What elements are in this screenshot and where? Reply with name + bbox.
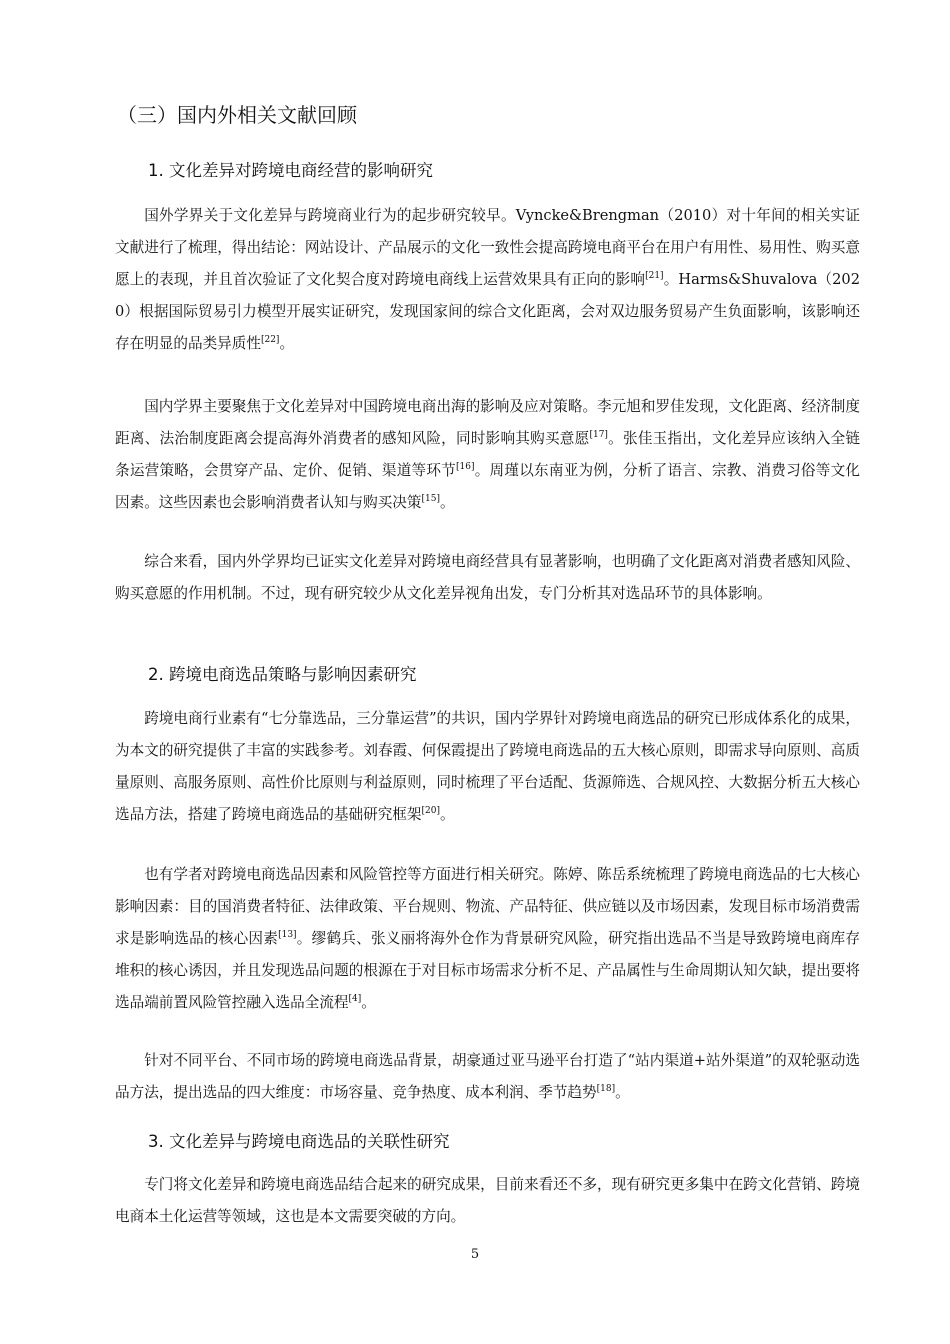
section-title: （三）国内外相关文献回顾 xyxy=(117,103,357,127)
paragraph: 综合来看，国内外学界均已证实文化差异对跨境电商经营具有显著影响，也明确了文化距离对消费者感知风险、购买意愿的作用机制。不过，现有研究较少从文化差异视角出发，专门分析其对选品环节的具体影响。 xyxy=(115,553,860,602)
paragraph: 也有学者对跨境电商选品因素和风险管控等方面进行相关研究。陈婷、陈岳系统梳理了跨境电商选品的七大核心影响因素：目的国消费者特征、法律政策、平台规则、物流、产品特征、供应链以及市场因素，发现目标市场消费需求是影响选品的核心因素[13]。缪鹤兵、张义丽将海外仓作为背景研究风险，研究指出选品不当是导致跨境电商库存堆积的核心诱因，并且发现选品问题的根源在于对目标市场需求分析不足、产品属性与生命周期认知欠缺，提出要将选品端前置风险管控融入选品全流程[4]。 xyxy=(115,866,860,1011)
paragraph: 跨境电商行业素有“七分靠选品，三分靠运营”的共识，国内学界针对跨境电商选品的研究已形成体系化的成果，为本文的研究提供了丰富的实践参考。刘春霞、何保霞提出了跨境电商选品的五大核心原则，即需求导向原则、高质量原则、高服务原则、高性价比原则与利益原则，同时梳理了平台适配、货源筛选、合规风控、大数据分析五大核心选品方法，搭建了跨境电商选品的基础研究框架[20]。 xyxy=(115,710,860,823)
paragraph: 专门将文化差异和跨境电商选品结合起来的研究成果，目前来看还不多，现有研究更多集中在跨文化营销、跨境电商本土化运营等领域，这也是本文需要突破的方向。 xyxy=(115,1176,860,1225)
paragraph: 针对不同平台、不同市场的跨境电商选品背景，胡豪通过亚马逊平台打造了“站内渠道+站外渠道”的双轮驱动选品方法，提出选品的四大维度：市场容量、竞争热度、成本利润、季节趋势[18]。 xyxy=(115,1052,860,1101)
citation-marker: [22] xyxy=(260,335,280,346)
citation-marker: [15] xyxy=(421,494,440,505)
subsection-heading-1: 1. 文化差异对跨境电商经营的影响研究 xyxy=(148,161,433,180)
citation-marker: [17] xyxy=(589,430,608,441)
subsection-heading-3: 3. 文化差异与跨境电商选品的关联性研究 xyxy=(148,1132,450,1151)
citation-marker: [20] xyxy=(421,806,440,817)
citation-marker: [18] xyxy=(596,1084,616,1095)
subsection-heading-2: 2. 跨境电商选品策略与影响因素研究 xyxy=(148,665,417,684)
paragraph: 国外学界关于文化差异与跨境商业行为的起步研究较早。Vyncke&Brengman（2010）对十年间的相关实证文献进行了梳理，得出结论：网站设计、产品展示的文化一致性会提高跨境电商平台在用户有用性、易用性、购买意愿上的表现，并且首次验证了文化契合度对跨境电商线上运营效果具有正向的影响[21]。Harms&Shuvalova（2020）根据国际贸易引力模型开展实证研究，发现国家间的综合文化距离，会对双边服务贸易产生负面影响，该影响还存在明显的品类异质性[22]。 xyxy=(115,207,860,352)
page-number: 5 xyxy=(470,1247,480,1262)
citation-marker: [13] xyxy=(278,930,297,941)
citation-marker: [21] xyxy=(645,271,664,282)
citation-marker: [16] xyxy=(456,462,475,473)
paragraph: 国内学界主要聚焦于文化差异对中国跨境电商出海的影响及应对策略。李元旭和罗佳发现，文化距离、经济制度距离、法治制度距离会提高海外消费者的感知风险，同时影响其购买意愿[17]。张佳玉指出，文化差异应该纳入全链条运营策略，会贯穿产品、定价、促销、渠道等环节[16]。周瑾以东南亚为例，分析了语言、宗教、消费习俗等文化因素。这些因素也会影响消费者认知与购买决策[15]。 xyxy=(115,398,860,511)
citation-marker: [4] xyxy=(348,994,362,1005)
